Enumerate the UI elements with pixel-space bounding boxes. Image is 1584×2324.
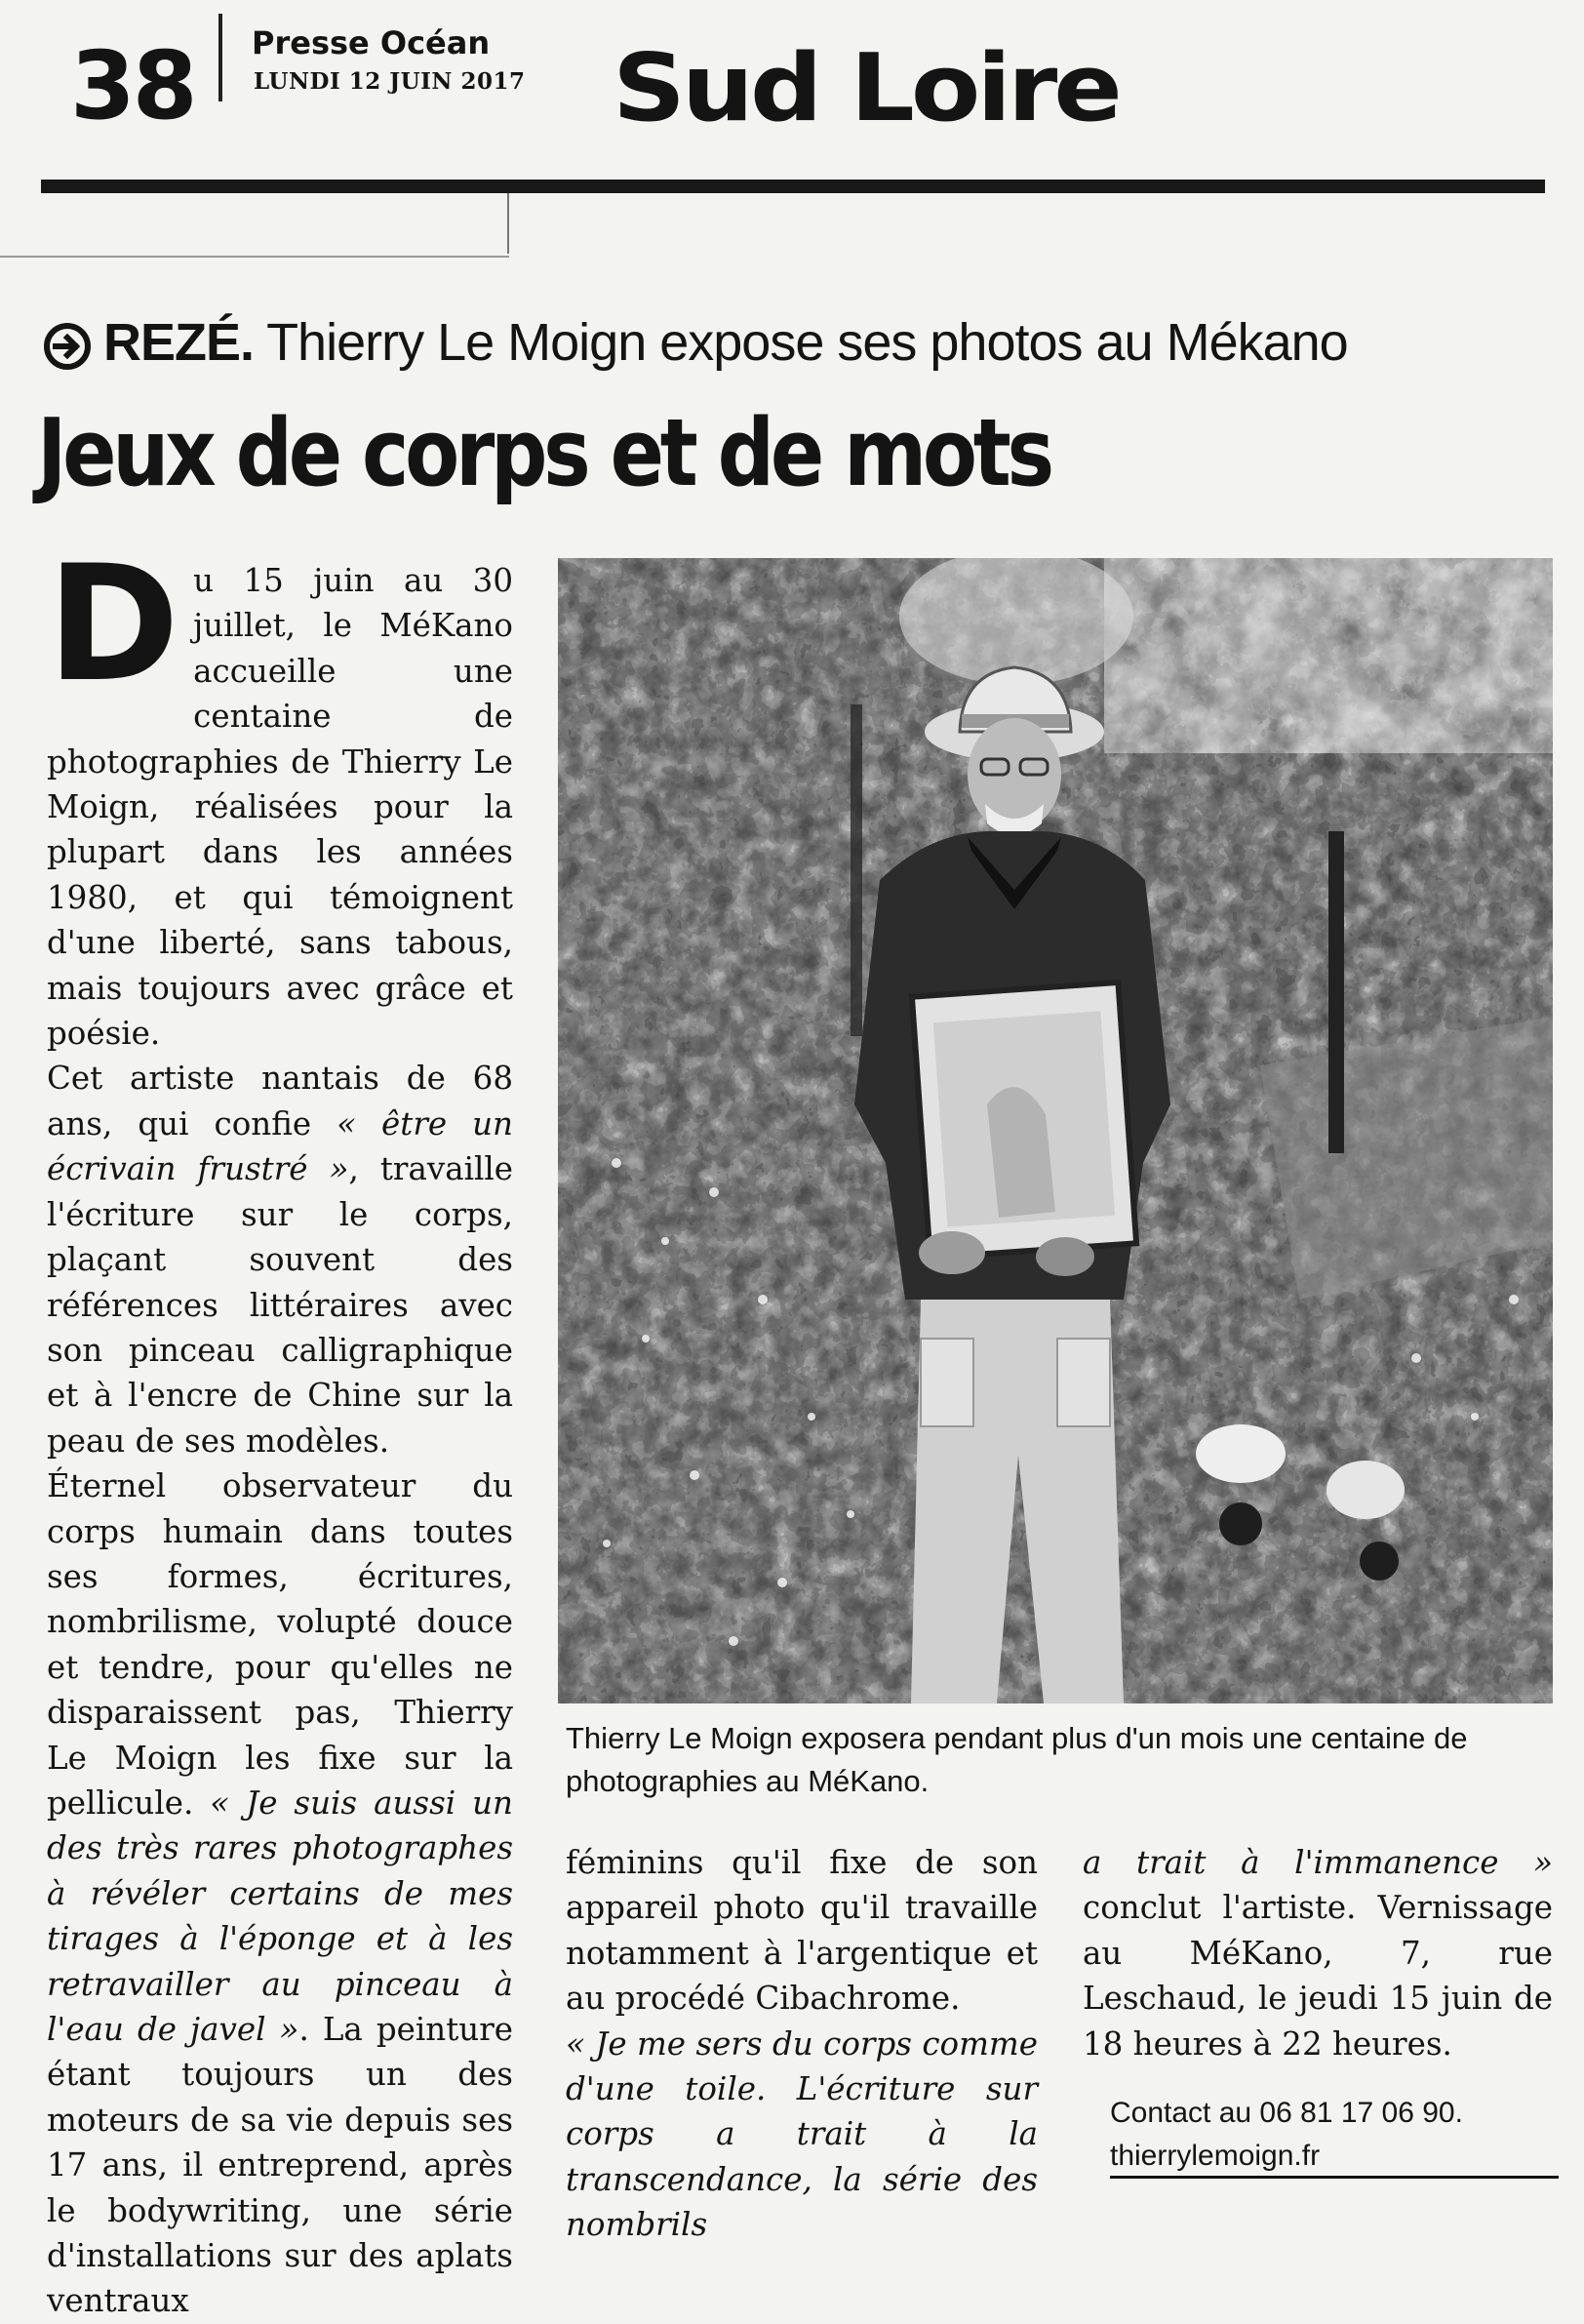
article-headline: Jeux de corps et de mots	[37, 400, 1050, 507]
section-title: Sud Loire	[613, 32, 1119, 142]
paragraph-text: conclut l'artiste. Vernissage au MéKano, 7, rue Leschaud, le jeudi 15 juin de 18 heures à 22 heures.	[1083, 1889, 1553, 2063]
article-kicker	[103, 314, 1348, 372]
arrow-right-circle-icon	[43, 322, 92, 371]
photo-caption: Thierry Le Moign exposera pendant plus d'un mois une centaine de photographies au MéKano.	[566, 1721, 1468, 1798]
drop-cap: D	[47, 531, 175, 717]
quote-text: « Je suis aussi un des très rares photographes à révéler certains de mes tirages à l'éponge et à les retravailler au pinceau à l'eau de javel »	[47, 1783, 513, 2048]
paragraph-text: Cet artiste nantais de 68 ans, qui confie	[47, 1060, 513, 1142]
article-end-rule	[1110, 2176, 1559, 2179]
article-column-3	[1083, 1840, 1553, 2066]
masthead-box-edge	[0, 256, 509, 258]
paragraph-text: , travaille l'écriture sur le corps, plaçant souvent des références littéraires avec son pinceau calligraphique et à l'encre de Chine sur la peau de ses modèles.	[47, 1150, 513, 1460]
paragraph-conclusion	[1083, 1840, 1553, 2066]
issue-date: LUNDI 12 JUIN 2017	[254, 68, 526, 95]
newspaper-name: Presse Océan	[252, 24, 491, 61]
paragraph-quote	[566, 2022, 1038, 2248]
contact-phone: Contact au 06 81 17 06 90.	[1110, 2097, 1463, 2129]
paragraph-text: féminins qu'il fixe de son appareil photo qu'il travaille notamment à l'argentique et au procédé Cibachrome.	[566, 1844, 1038, 2018]
article-column-2	[566, 1840, 1038, 2248]
contact-website: thierrylemoign.fr	[1110, 2140, 1321, 2172]
contact-block	[1110, 2092, 1463, 2178]
article-column-1	[47, 531, 514, 2324]
paragraph-text: . La peinture étant toujours un des moteurs de sa vie depuis ses 17 ans, il entreprend, après le bodywriting, une série d'installations sur des aplats ventraux	[47, 2011, 514, 2320]
paragraph-artist	[47, 1056, 513, 1463]
masthead-divider	[218, 14, 222, 101]
kicker-place: REZÉ.	[103, 313, 255, 372]
paragraph-text: Éternel observateur du corps humain dans toutes ses formes, écritures, nombrilisme, volupté douce et tendre, pour qu'elles ne disparaissent pas, Thierry Le Moign les fixe sur la pellicule.	[47, 1467, 513, 1822]
kicker-text: Thierry Le Moign expose ses photos au Mékano	[266, 313, 1348, 372]
paragraph-text: u 15 juin au 30 juillet, le MéKano accueille une centaine de photographies de Thierry Le Moign, réalisées pour la plupart dans les années 1980, et qui témoignent d'une liberté, sans tabous, mais toujours avec grâce et poésie.	[47, 562, 513, 1053]
photo-image	[558, 558, 1553, 1703]
quote-text: a trait à l'immanence »	[1083, 1844, 1553, 1881]
quote-text: « Je me sers du corps comme d'une toile. L'écriture sur corps a trait à la transcendance, la série des nombrils	[566, 2024, 1038, 2244]
masthead-box-edge	[507, 193, 509, 254]
article-photo	[558, 558, 1553, 1703]
quote-text: « être un écrivain frustré »	[47, 1104, 513, 1188]
masthead-rule	[41, 180, 1545, 193]
paragraph-observer	[47, 1463, 513, 2324]
paragraph-technique	[566, 1840, 1038, 2022]
page-number: 38	[70, 31, 195, 140]
